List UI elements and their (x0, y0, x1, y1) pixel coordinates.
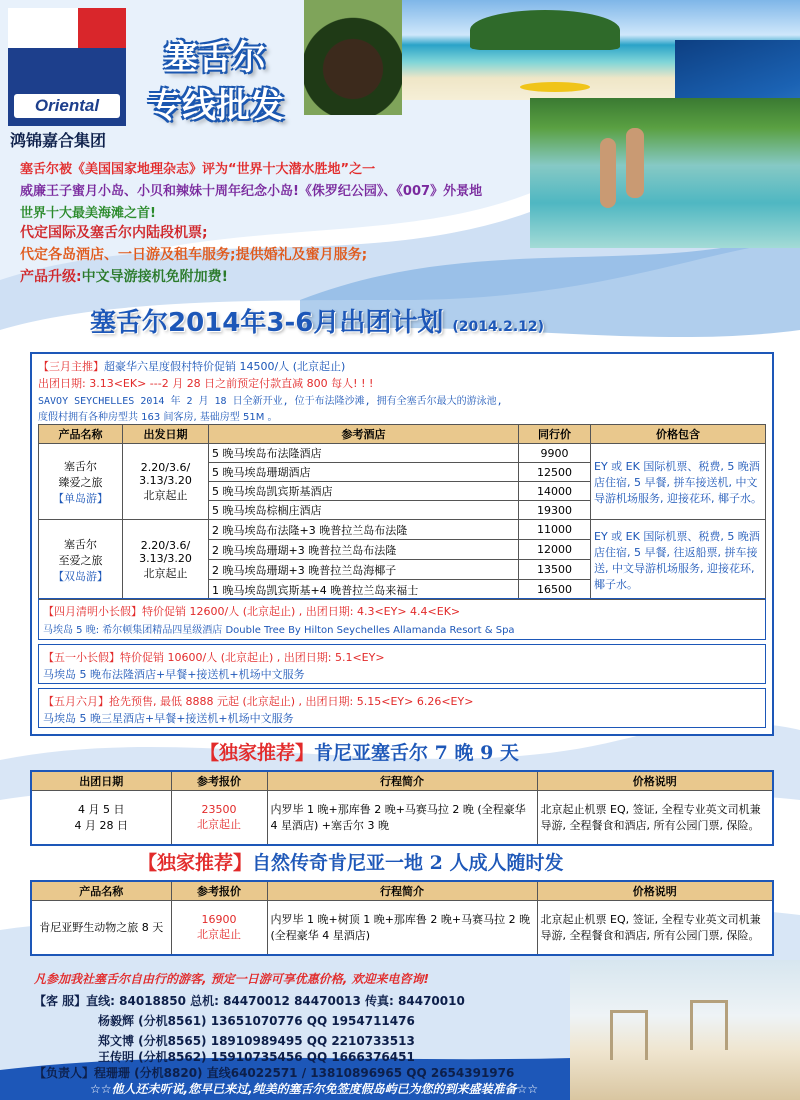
tour-plan-box (30, 352, 774, 736)
col-date: 出发日期 (123, 425, 209, 444)
footer-contact-2: 郑文博 (分机8565) 18910989495 QQ 2210733513 (98, 1034, 415, 1048)
departure-city: 北京起止 (143, 488, 188, 502)
beach-chairs-photo (570, 960, 800, 1100)
rec2-col-note: 价格说明 (537, 881, 773, 901)
rec1-price-cell (171, 791, 267, 845)
promo-april-tag: 【四月清明小长假】 (43, 605, 142, 618)
hotel-cell: 5 晚马埃岛布法隆酒店 (209, 444, 519, 463)
table-row (39, 444, 766, 463)
rec2-col-itinerary: 行程简介 (267, 881, 537, 901)
intro-line-3: 世界十大最美海滩之首! (20, 206, 156, 221)
footer-bottom-slogan: ☆☆他人还未听说,您早已来过,纯美的塞舌尔免签度假岛屿已为您的到来盛装准备☆☆ (90, 1082, 539, 1096)
table-row (31, 791, 773, 845)
plan-date: (2014.2.12) (452, 319, 545, 335)
product-name: 塞舌尔 臻爱之旅 (58, 459, 103, 489)
col-includes: 价格包含 (591, 425, 766, 444)
price-cell: 14000 (519, 482, 591, 501)
hotel-cell: 5 晚马埃岛凯宾斯基酒店 (209, 482, 519, 501)
intro-line-6 (20, 266, 228, 286)
rec2-title-text: 自然传奇肯尼亚一地 2 人成人随时发 (252, 852, 564, 874)
footer-manager-line: 【负责人】程珊珊 (分机8820) 直线64022571 / 13810896965 QQ 2654391976 (34, 1066, 515, 1080)
intro-upgrade-label: 产品升级: (20, 269, 82, 285)
intro-line-1: 塞舌尔被《美国国家地理杂志》评为“世界十大潜水胜地”之一 (20, 162, 376, 177)
departure-dates: 2.20/3.6/ 3.13/3.20 (139, 460, 192, 487)
plan-title-text: 塞舌尔2014年3-6月出团计划 (90, 308, 444, 338)
rec2-price-note: 北京起止机票 EQ, 签证, 全程专业英文司机兼导游, 全程餐食和酒店, 所有公园门票, 保险。 (537, 901, 773, 955)
title-seychelles: 塞舌尔 (164, 38, 266, 78)
footer-contact-1: 杨毅辉 (分机8561) 13651070776 QQ 1954711476 (98, 1014, 415, 1028)
intro-line-2: 威廉王子蜜月小岛、小贝和辣妹十周年纪念小岛!《侏罗纪公园》、《007》外景地 (20, 184, 483, 199)
promo-march-text: 超豪华六星度假村特价促销 14500/人 (北京起止) (104, 360, 346, 373)
footer-contact-3: 王传明 (分机8562) 15910735456 QQ 1666376451 (98, 1050, 415, 1064)
rec2-price: 16900 (201, 912, 237, 926)
promo-march-desc-2: 度假村拥有各种房型共 163 间客房, 基础房型 51M 。 (38, 412, 278, 423)
promo-may-june (38, 688, 766, 728)
rec2-col-product: 产品名称 (31, 881, 171, 901)
footer-service-line: 【客 服】直线: 84018850 总机: 84470012 84470013 传真: 84470010 (34, 994, 465, 1008)
promo-may-june-detail: 马埃岛 5 晚三星酒店+早餐+接送机+机场中文服务 (43, 712, 294, 725)
hotel-cell: 2 晚马埃岛珊瑚+3 晚普拉兰岛海椰子 (209, 560, 519, 580)
couple-photo (530, 98, 800, 248)
promo-april (38, 598, 766, 640)
hotel-cell: 2 晚马埃岛珊瑚+3 晚普拉兰岛布法隆 (209, 540, 519, 560)
rec1-itinerary: 内罗毕 1 晚+那库鲁 2 晚+马赛马拉 2 晚 (全程豪华 4 星酒店) +塞舌尔 3 晚 (267, 791, 537, 845)
rec2-price-cell (171, 901, 267, 955)
rec1-col-price: 参考报价 (171, 771, 267, 791)
rec1-table (30, 770, 774, 846)
date-cell (123, 520, 209, 600)
rec2-table (30, 880, 774, 956)
promo-march-dates: 出团日期: 3.13<EK> ---2 月 28 日之前预定付款直减 800 每人! ! ! (38, 377, 374, 390)
table-row (31, 901, 773, 955)
rec1-tag: 【独家推荐】 (200, 742, 315, 764)
promo-mayday-title (43, 649, 385, 665)
chair-left (610, 1010, 648, 1060)
promo-may-june-tag: 【五月六月】 (43, 695, 109, 708)
rec2-title (138, 848, 563, 875)
rec1-col-itinerary: 行程简介 (267, 771, 537, 791)
date-cell (123, 444, 209, 520)
product-table (38, 424, 766, 600)
rec1-dates: 4 月 5 日 4 月 28 日 (31, 791, 171, 845)
rec1-title (200, 738, 519, 765)
logo-accent (8, 8, 126, 48)
figure-woman (600, 138, 616, 208)
rec2-price-sub: 北京起止 (197, 927, 241, 941)
product-type: 【单岛游】 (53, 491, 108, 505)
figure-man (626, 128, 644, 198)
includes-cell: EY 或 EK 国际机票、税费, 5 晚酒店住宿, 5 早餐, 拼车接送机, 中文导游机场服务, 迎接花环, 椰子水。 (591, 444, 766, 520)
title-wholesale: 专线批发 (148, 86, 284, 126)
promo-mayday-tag: 【五一小长假】 (43, 651, 120, 664)
departure-dates: 2.20/3.6/ 3.13/3.20 (139, 538, 192, 565)
coco-de-mer-photo (304, 0, 402, 115)
product-cell (39, 444, 123, 520)
hotel-cell: 2 晚马埃岛布法隆+3 晚普拉兰岛布法隆 (209, 520, 519, 540)
chair-right (690, 1000, 728, 1050)
rec2-header (31, 881, 773, 901)
rec1-title-text: 肯尼亚塞舌尔 7 晚 9 天 (314, 742, 519, 764)
table-row (39, 520, 766, 540)
hotel-cell: 5 晚马埃岛珊瑚酒店 (209, 463, 519, 482)
promo-may-june-text: 抢先预售, 最低 8888 元起 (北京起止) , 出团日期: 5.15<EY> 6.26<EY> (109, 695, 474, 708)
rec1-price: 23500 (201, 802, 237, 816)
price-cell: 12500 (519, 463, 591, 482)
hotel-cell: 1 晚马埃岛凯宾斯基+4 晚普拉兰岛来福士 (209, 580, 519, 600)
rec2-product: 肯尼亚野生动物之旅 8 天 (31, 901, 171, 955)
price-cell: 12000 (519, 540, 591, 560)
rec1-price-note: 北京起止机票 EQ, 签证, 全程专业英文司机兼导游, 全程餐食和酒店, 所有公园门票, 保险。 (537, 791, 773, 845)
rec1-col-note: 价格说明 (537, 771, 773, 791)
product-table-header (39, 425, 766, 444)
logo-text: Oriental (14, 94, 120, 118)
kayak-photo (520, 82, 590, 92)
rec2-itinerary: 内罗毕 1 晚+树顶 1 晚+那库鲁 2 晚+马赛马拉 2 晚 (全程豪华 4 星酒店) (267, 901, 537, 955)
price-cell: 11000 (519, 520, 591, 540)
price-cell: 16500 (519, 580, 591, 600)
plan-title (90, 302, 544, 339)
rec1-price-sub: 北京起止 (197, 817, 241, 831)
company-logo (8, 8, 126, 126)
col-product: 产品名称 (39, 425, 123, 444)
promo-march-title (38, 358, 345, 374)
island-photo (470, 10, 620, 50)
price-cell: 13500 (519, 560, 591, 580)
product-name: 塞舌尔 至爱之旅 (58, 537, 103, 567)
promo-march-tag: 【三月主推】 (38, 360, 104, 373)
intro-upgrade-highlight: 中文导游接机免附加费! (81, 269, 228, 285)
col-price: 同行价 (519, 425, 591, 444)
rec2-tag: 【独家推荐】 (138, 852, 253, 874)
promo-may-june-title (43, 693, 473, 709)
col-hotel: 参考酒店 (209, 425, 519, 444)
product-cell (39, 520, 123, 600)
company-name: 鸿锦嘉合集团 (10, 131, 107, 150)
departure-city: 北京起止 (143, 566, 188, 580)
price-cell: 19300 (519, 501, 591, 520)
product-type: 【双岛游】 (53, 569, 108, 583)
promo-april-title (43, 603, 460, 619)
rec1-col-date: 出团日期 (31, 771, 171, 791)
hotel-cell: 5 晚马埃岛棕榈庄酒店 (209, 501, 519, 520)
promo-mayday-text: 特价促销 10600/人 (北京起止) , 出团日期: 5.1<EY> (120, 651, 385, 664)
promo-march-desc-1: SAVOY SEYCHELLES 2014 年 2 月 18 日全新开业, 位于布法隆沙滩, 拥有全塞舌尔最大的游泳池, (38, 396, 503, 407)
rec1-header (31, 771, 773, 791)
rec2-col-price: 参考报价 (171, 881, 267, 901)
promo-mayday (38, 644, 766, 684)
footer-slogan: 凡参加我社塞舌尔自由行的游客, 预定一日游可享优惠价格, 欢迎来电咨询! (34, 972, 429, 986)
price-cell: 9900 (519, 444, 591, 463)
intro-line-4: 代定国际及塞舌尔内陆段机票; (20, 225, 208, 241)
promo-mayday-detail: 马埃岛 5 晚布法隆酒店+早餐+接送机+机场中文服务 (43, 668, 305, 681)
includes-cell: EY 或 EK 国际机票、税费, 5 晚酒店住宿, 5 早餐, 往返船票, 拼车接送, 中文导游机场服务, 迎接花环, 椰子水。 (591, 520, 766, 600)
promo-april-text: 特价促销 12600/人 (北京起止) , 出团日期: 4.3<EY> 4.4<EK> (142, 605, 461, 618)
promo-april-detail: 马埃岛 5 晚: 希尔顿集团精品四星级酒店 Double Tree By Hilton Seychelles Allamanda Resort & Spa (43, 625, 515, 636)
intro-line-5: 代定各岛酒店、一日游及租车服务;提供婚礼及蜜月服务; (20, 247, 368, 263)
